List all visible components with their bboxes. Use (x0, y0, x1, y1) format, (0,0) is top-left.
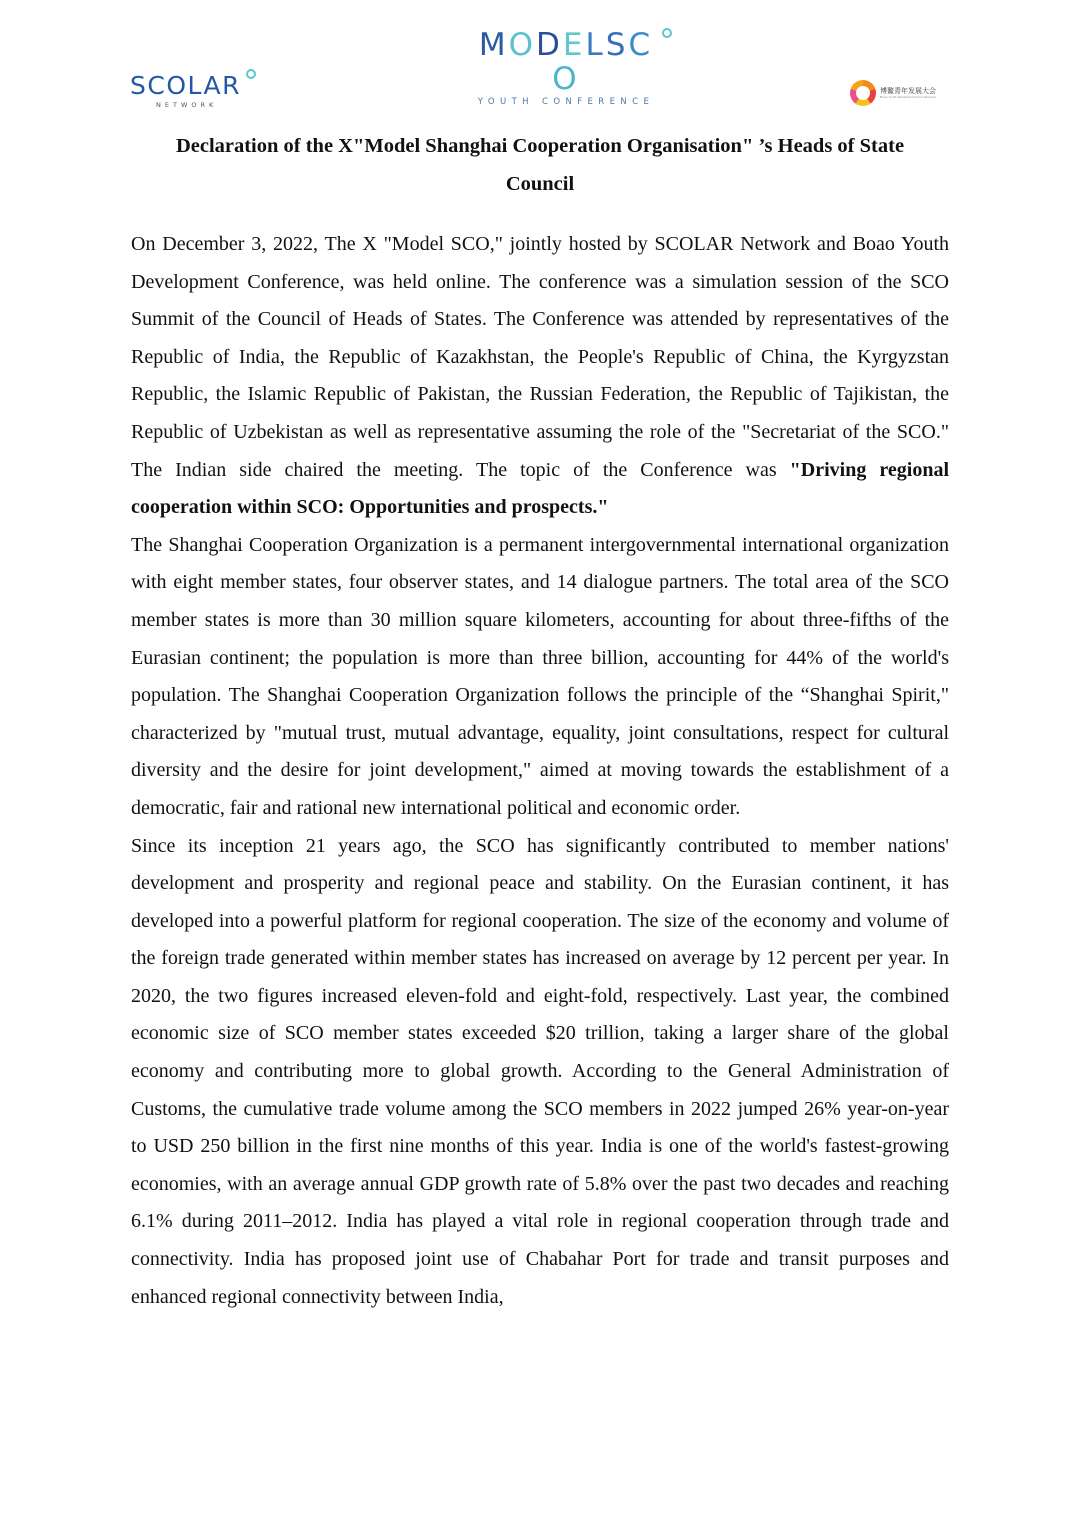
modelsco-letter: M (478, 27, 509, 63)
modelsco-letter: D (536, 27, 563, 63)
scolar-subtitle: NETWORK (156, 101, 218, 109)
conference-topic: "Driving regional cooperation within SCO: Opportunities and prospects." (131, 458, 949, 519)
modelsco-letter: O (508, 27, 537, 63)
paragraph-intro (131, 226, 949, 527)
scolar-wordmark (130, 72, 241, 100)
boao-logo (850, 78, 940, 108)
document-body (131, 226, 949, 1316)
document-title (130, 128, 950, 203)
modelsco-letter: L (585, 27, 606, 63)
paragraph-intro-text: On December 3, 2022, The X "Model SCO," jointly hosted by SCOLAR Network and Boao Youth Development Conference, was held online. The conference was a simulation session of the SCO Summit of the Council of Heads of States. The Conference was attended by representatives of the Republic of India, the Republic of Kazakhstan, the People's Republic of China, the Kyrgyzstan Republic, the Islamic Republic of Pakistan, the Russian Federation, the Republic of Tajikistan, the Republic of Uzbekistan as well as representative assuming the role of the "Secretariat of the SCO." The Indian side chaired the meeting. The topic of the Conference was (131, 233, 949, 481)
paragraph-sco-achievements: Since its inception 21 years ago, the SCO has significantly contributed to member nations' development and prosperity and regional peace and stability. On the Eurasian continent, it has developed into a powerful platform for regional cooperation. The size of the economy and volume of the foreign trade generated within member states has increased on average by 12 percent per year. In 2020, the two figures increased eleven-fold and eight-fold, respectively. Last year, the combined economic size of SCO member states exceeded $20 trillion, taking a larger share of the global economy and contributing more to global growth. According to the General Administration of Customs, the cumulative trade volume among the SCO members in 2022 jumped 26% year-on-year to USD 250 billion in the first nine months of this year. India is one of the world's fastest-growing economies, with an average annual GDP growth rate of 5.8% over the past two decades and reaching 6.1% during 2011–2012. India has played a vital role in regional cooperation through trade and connectivity. India has proposed joint use of Chabahar Port for trade and transit purposes and enhanced regional connectivity between India, (131, 834, 949, 1308)
modelsco-letter: E (562, 27, 586, 63)
scolar-name: SCOLAR (130, 71, 241, 100)
modelsco-subtitle: YOUTH CONFERENCE (477, 97, 655, 107)
paragraph-sco-overview: The Shanghai Cooperation Organization is a permanent intergovernmental international organization with eight member states, four observer states, and 14 dialogue partners. The total area of the SCO member states is more than 30 million square kilometers, accounting for about three-fifths of the Eurasian continent; the population is more than three billion, accounting for 44% of the world's population. The Shanghai Cooperation Organization follows the principle of the “Shanghai Spirit," characterized by "mutual trust, mutual advantage, equality, joint consultations, respect for cultural diversity and the desire for joint development," aimed at moving towards the establishment of a democratic, fair and rational new international political and economic order. (131, 533, 949, 819)
title-line-1: Declaration of the X"Model Shanghai Cooperation Organisation" ’s Heads of State (175, 135, 905, 157)
title-line-2: Council (505, 172, 575, 195)
ring-icon (246, 69, 256, 79)
boao-emblem-icon (850, 80, 876, 106)
modelsco-logo (466, 28, 666, 107)
modelsco-letter: O (552, 61, 580, 97)
scolar-logo (130, 72, 260, 109)
boao-name-en: Boao Youth Development Conference (880, 95, 937, 99)
boao-text (880, 87, 936, 99)
modelsco-letter: C (628, 27, 654, 63)
ring-icon (662, 28, 672, 38)
modelsco-letter: S (605, 27, 629, 63)
boao-name-cn: 博鳌青年发展大会 (880, 87, 936, 95)
modelsco-wordmark (466, 28, 666, 96)
